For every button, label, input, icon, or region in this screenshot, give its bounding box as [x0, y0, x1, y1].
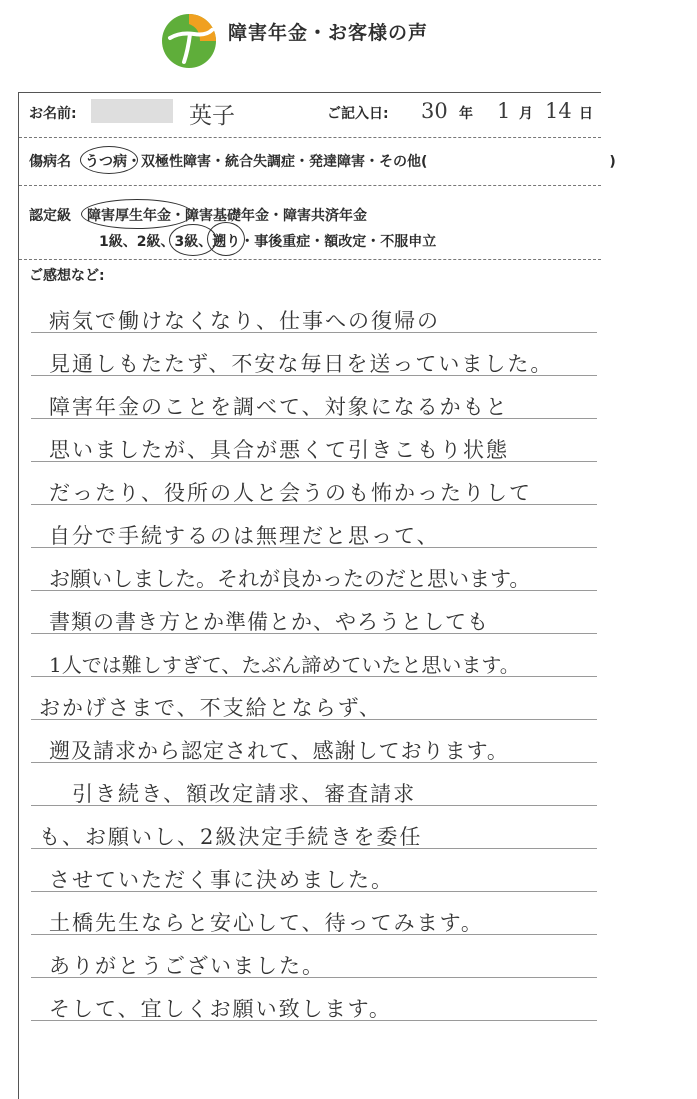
- comment-label: ご感想など:: [29, 268, 105, 284]
- comment-line: 病気で働けなくなり、仕事への復帰の: [49, 309, 440, 333]
- date-month: 1: [497, 99, 511, 123]
- comment-line: 書類の書き方とか準備とか、やろうとしても: [49, 610, 489, 634]
- year-unit: 年: [459, 106, 473, 122]
- name-value: 英子: [189, 103, 235, 129]
- company-logo: [160, 10, 218, 72]
- comment-line: 遡及請求から認定されて、感謝しております。: [49, 739, 509, 763]
- selected-pension-circle: [81, 199, 193, 229]
- divider: [19, 137, 601, 138]
- month-unit: 月: [519, 106, 533, 122]
- comment-line: お願いしました。それが良かったのだと思います。: [49, 567, 531, 591]
- comment-line: 思いましたが、具合が悪くて引きこもり状態: [49, 438, 509, 462]
- comment-line: 自分で手続するのは無理だと思って、: [49, 524, 440, 548]
- divider: [19, 259, 601, 260]
- day-unit: 日: [579, 106, 593, 122]
- disease-options: うつ病・双極性障害・統合失調症・発達障害・その他( ): [85, 154, 616, 170]
- comment-line: ありがとうございました。: [49, 954, 325, 978]
- divider: [19, 185, 601, 186]
- redacted-surname: [91, 99, 173, 123]
- comment-line: させていただく事に決めました。: [49, 868, 394, 892]
- grade-options: 1級、2級、3級、遡り・事後重症・額改定・不服申立: [99, 234, 437, 250]
- page-header: [0, 0, 697, 82]
- comment-line: 引き続き、額改定請求、審査請求: [49, 782, 417, 806]
- date-year: 30: [421, 99, 448, 123]
- page-title: 障害年金・お客様の声: [228, 22, 429, 44]
- selected-retroactive-circle: [207, 222, 245, 256]
- comment-line: 1人では難しすぎて、たぶん諦めていたと思います。: [49, 653, 520, 677]
- comment-line: おかげさまで、不支給とならず、: [39, 696, 382, 720]
- comment-line: だったり、役所の人と会うのも怖かったりして: [49, 481, 532, 505]
- comment-line: 見通しもたたず、不安な毎日を送っていました。: [49, 352, 554, 376]
- name-label: お名前:: [29, 106, 77, 122]
- selected-disease-circle: [80, 146, 138, 174]
- disease-label: 傷病名: [29, 154, 71, 170]
- pension-types: 障害厚生年金・障害基礎年金・障害共済年金: [87, 208, 367, 224]
- grade-label: 認定級: [29, 208, 71, 224]
- date-label: ご記入日:: [327, 106, 389, 122]
- comment-line: も、お願いし、2級決定手続きを委任: [39, 825, 423, 849]
- date-day: 14: [545, 99, 572, 123]
- customer-feedback-form: [18, 92, 616, 1099]
- comment-line: そして、宜しくお願い致します。: [49, 997, 392, 1021]
- comment-line: 障害年金のことを調べて、対象になるかもと: [49, 395, 509, 419]
- comment-line: 土橋先生ならと安心して、待ってみます。: [49, 911, 484, 935]
